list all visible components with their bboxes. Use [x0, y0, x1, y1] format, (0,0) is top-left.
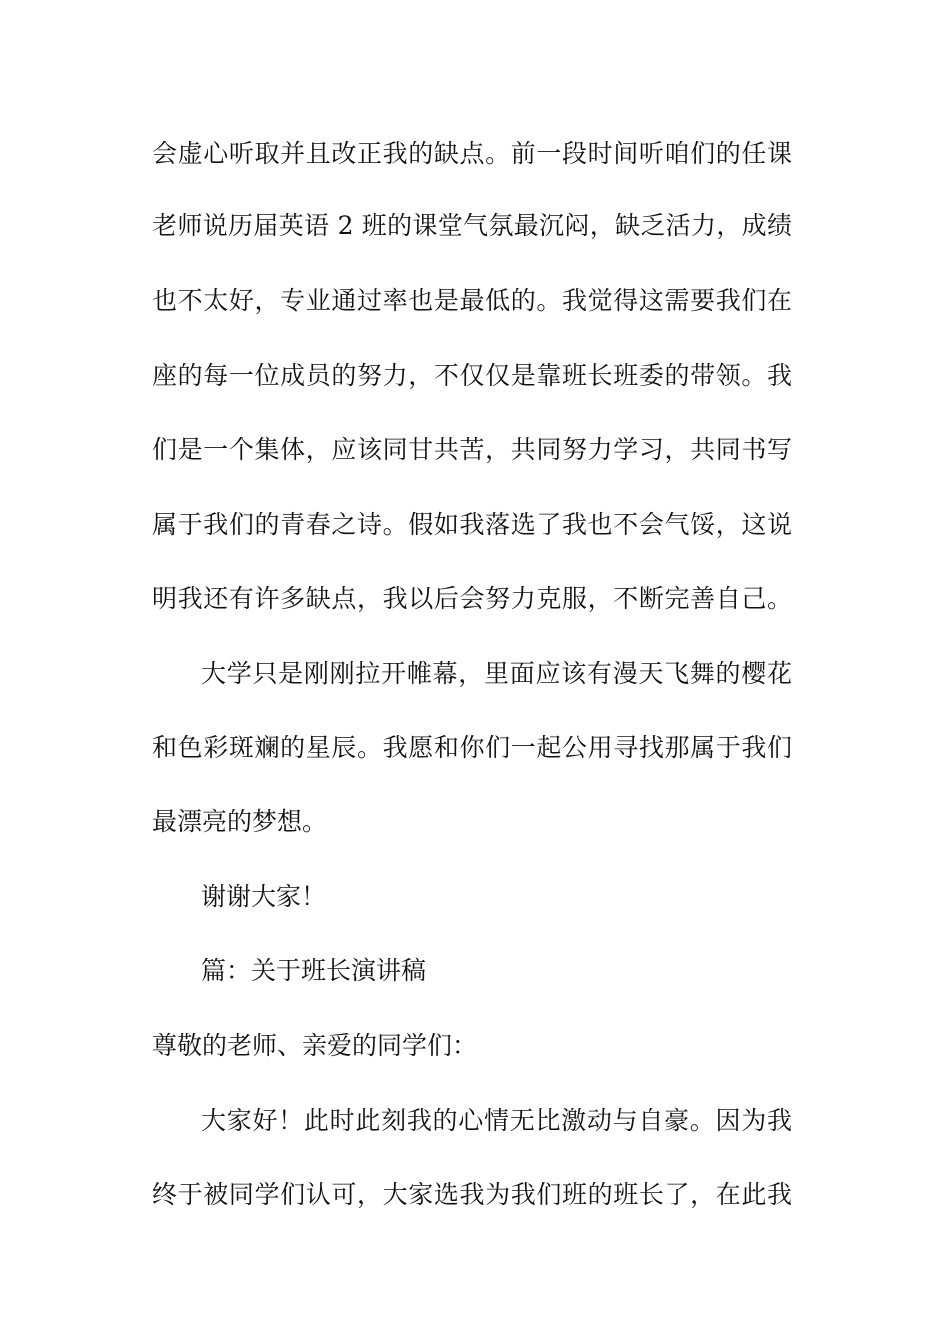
body-line-5: 们是一个集体，应该同甘共苦，共同努力学习，共同书写 [152, 435, 792, 464]
thanks-line: 谢谢大家！ [201, 882, 327, 911]
paragraph-line-2: 和色彩斑斓的星辰。我愿和你们一起公用寻找那属于我们 [152, 733, 792, 762]
body-line-7: 明我还有许多缺点，我以后会努力克服，不断完善自己。 [152, 584, 792, 613]
body-line-2: 老师说历届英语 2 班的课堂气氛最沉闷，缺乏活力，成绩 [152, 211, 792, 240]
body-line-4: 座的每一位成员的努力，不仅仅是靠班长班委的带领。我 [152, 361, 792, 390]
salutation-line: 尊敬的老师、亲爱的同学们： [152, 1031, 478, 1060]
paragraph-line-3: 最漂亮的梦想。 [152, 807, 328, 836]
body-line-1: 会虚心听取并且改正我的缺点。前一段时间听咱们的任课 [152, 139, 792, 168]
body-line-3: 也不太好，专业通过率也是最低的。我觉得这需要我们在 [152, 286, 792, 315]
section-heading: 篇：关于班长演讲稿 [201, 956, 427, 985]
body-line-6: 属于我们的青春之诗。假如我落选了我也不会气馁，这说 [152, 510, 792, 539]
speech-line-2: 终于被同学们认可，大家选我为我们班的班长了，在此我 [152, 1180, 792, 1209]
speech-line-1: 大家好！此时此刻我的心情无比激动与自豪。因为我 [201, 1106, 792, 1135]
paragraph-line-1: 大学只是刚刚拉开帷幕，里面应该有漫天飞舞的樱花 [201, 659, 792, 688]
